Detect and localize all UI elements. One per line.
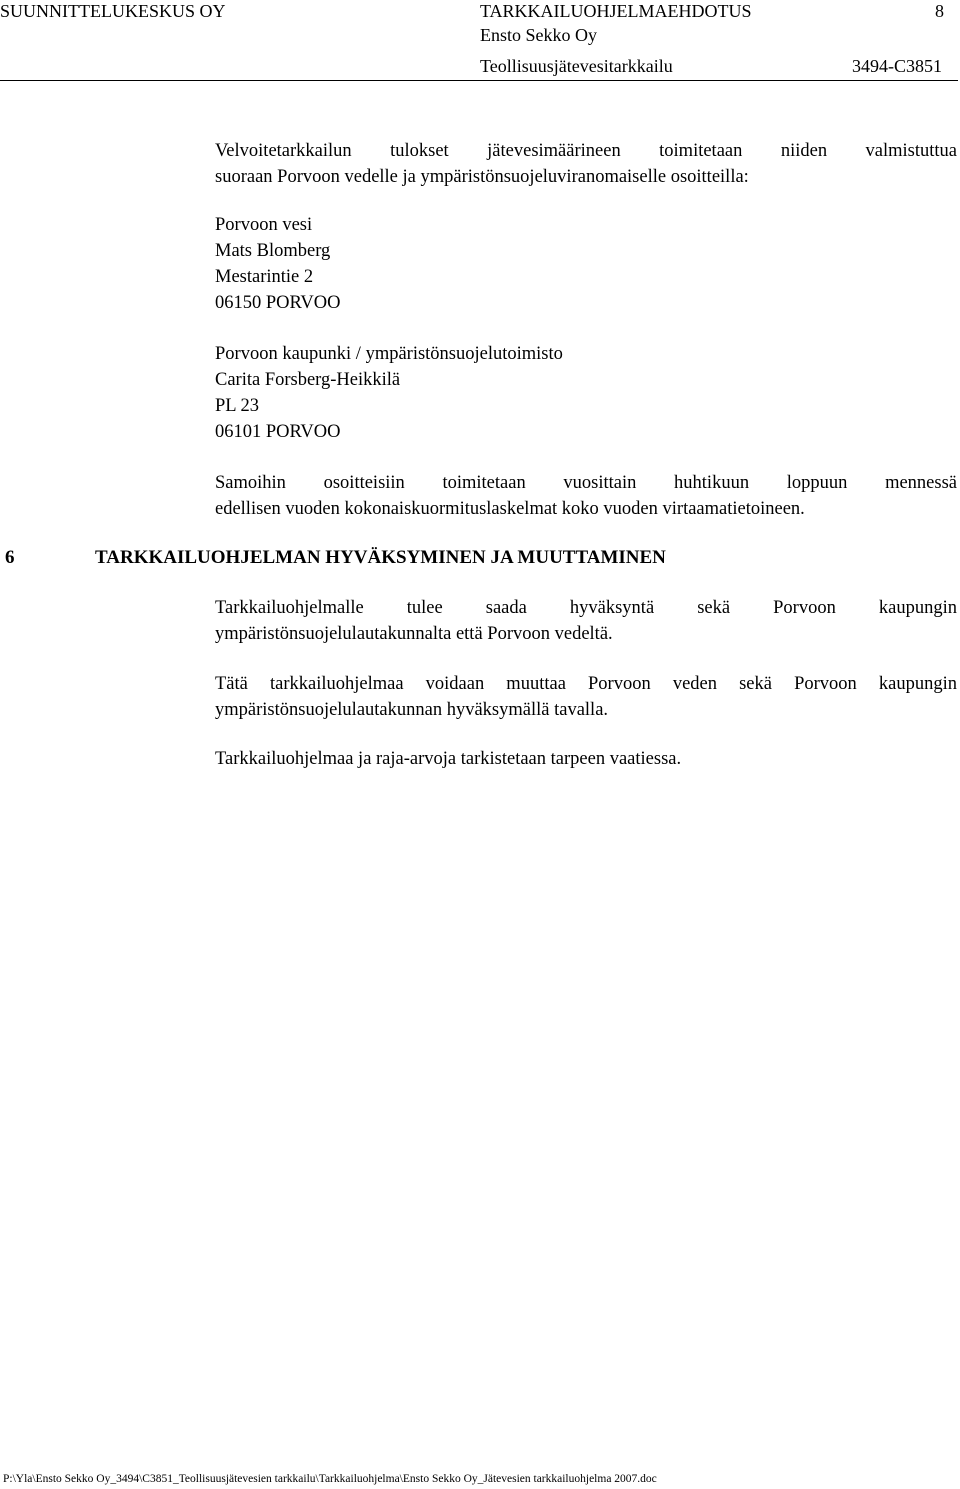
annual-line: edellisen vuoden kokonaiskuormituslaskelmat koko vuoden virtaamatietoineen. [215,499,805,519]
header-client: Ensto Sekko Oy [480,25,597,45]
annual-line: Samoihin osoitteisiin toimitetaan vuosittain huhtikuun loppuun mennessä [215,473,957,493]
address-porvoon-kaupunki [215,341,957,445]
header-project-code: 3494-C3851 [852,56,942,76]
intro-line: Velvoitetarkkailun tulokset jätevesimäärineen toimitetaan niiden valmistuttua [215,141,957,161]
address-line: Mestarintie 2 [215,267,314,287]
address-line: Mats Blomberg [215,241,331,261]
address-line: Porvoon kaupunki / ympäristönsuojelutoimisto [215,344,563,364]
paragraph-line: Tarkkailuohjelmalle tulee saada hyväksyntä sekä Porvoon kaupungin [215,598,957,618]
paragraph-line: Tätä tarkkailuohjelmaa voidaan muuttaa Porvoon veden sekä Porvoon kaupungin [215,674,957,694]
annual-paragraph [215,470,957,522]
header-divider [0,80,958,81]
section-number: 6 [5,547,15,568]
header-page-number: 8 [935,1,944,21]
address-line: PL 23 [215,396,260,416]
section-paragraph-3 [215,746,957,772]
address-porvoon-vesi [215,212,957,316]
paragraph-line: ympäristönsuojelulautakunnan hyväksymällä tavalla. [215,700,609,720]
address-line: Carita Forsberg-Heikkilä [215,370,401,390]
section-heading [5,545,666,571]
intro-paragraph [215,138,957,190]
paragraph-line: Tarkkailuohjelmaa ja raja-arvoja tarkistetaan tarpeen vaatiessa. [215,749,682,769]
footer-file-path: P:\Yla\Ensto Sekko Oy_3494\C3851_Teollisuusjätevesien tarkkailu\Tarkkailuohjelma\Ensto Sekko Oy_Jätevesien tarkkailuohjelma 2007.doc [3,1473,657,1485]
address-line: 06150 PORVOO [215,293,341,313]
address-line: Porvoon vesi [215,215,313,235]
header-doc-type: TARKKAILUOHJELMAEHDOTUS [480,1,752,21]
section-paragraph-2 [215,671,957,723]
header-company: SUUNNITTELUKESKUS OY [0,1,226,21]
paragraph-line: ympäristönsuojelulautakunnalta että Porvoon vedeltä. [215,624,613,644]
intro-line: suoraan Porvoon vedelle ja ympäristönsuojeluviranomaiselle osoitteilla: [215,167,749,187]
address-line: 06101 PORVOO [215,422,341,442]
section-paragraph-1 [215,595,957,647]
header-subject: Teollisuusjätevesitarkkailu [480,56,673,76]
section-title: TARKKAILUOHJELMAN HYVÄKSYMINEN JA MUUTTAMINEN [95,547,666,568]
